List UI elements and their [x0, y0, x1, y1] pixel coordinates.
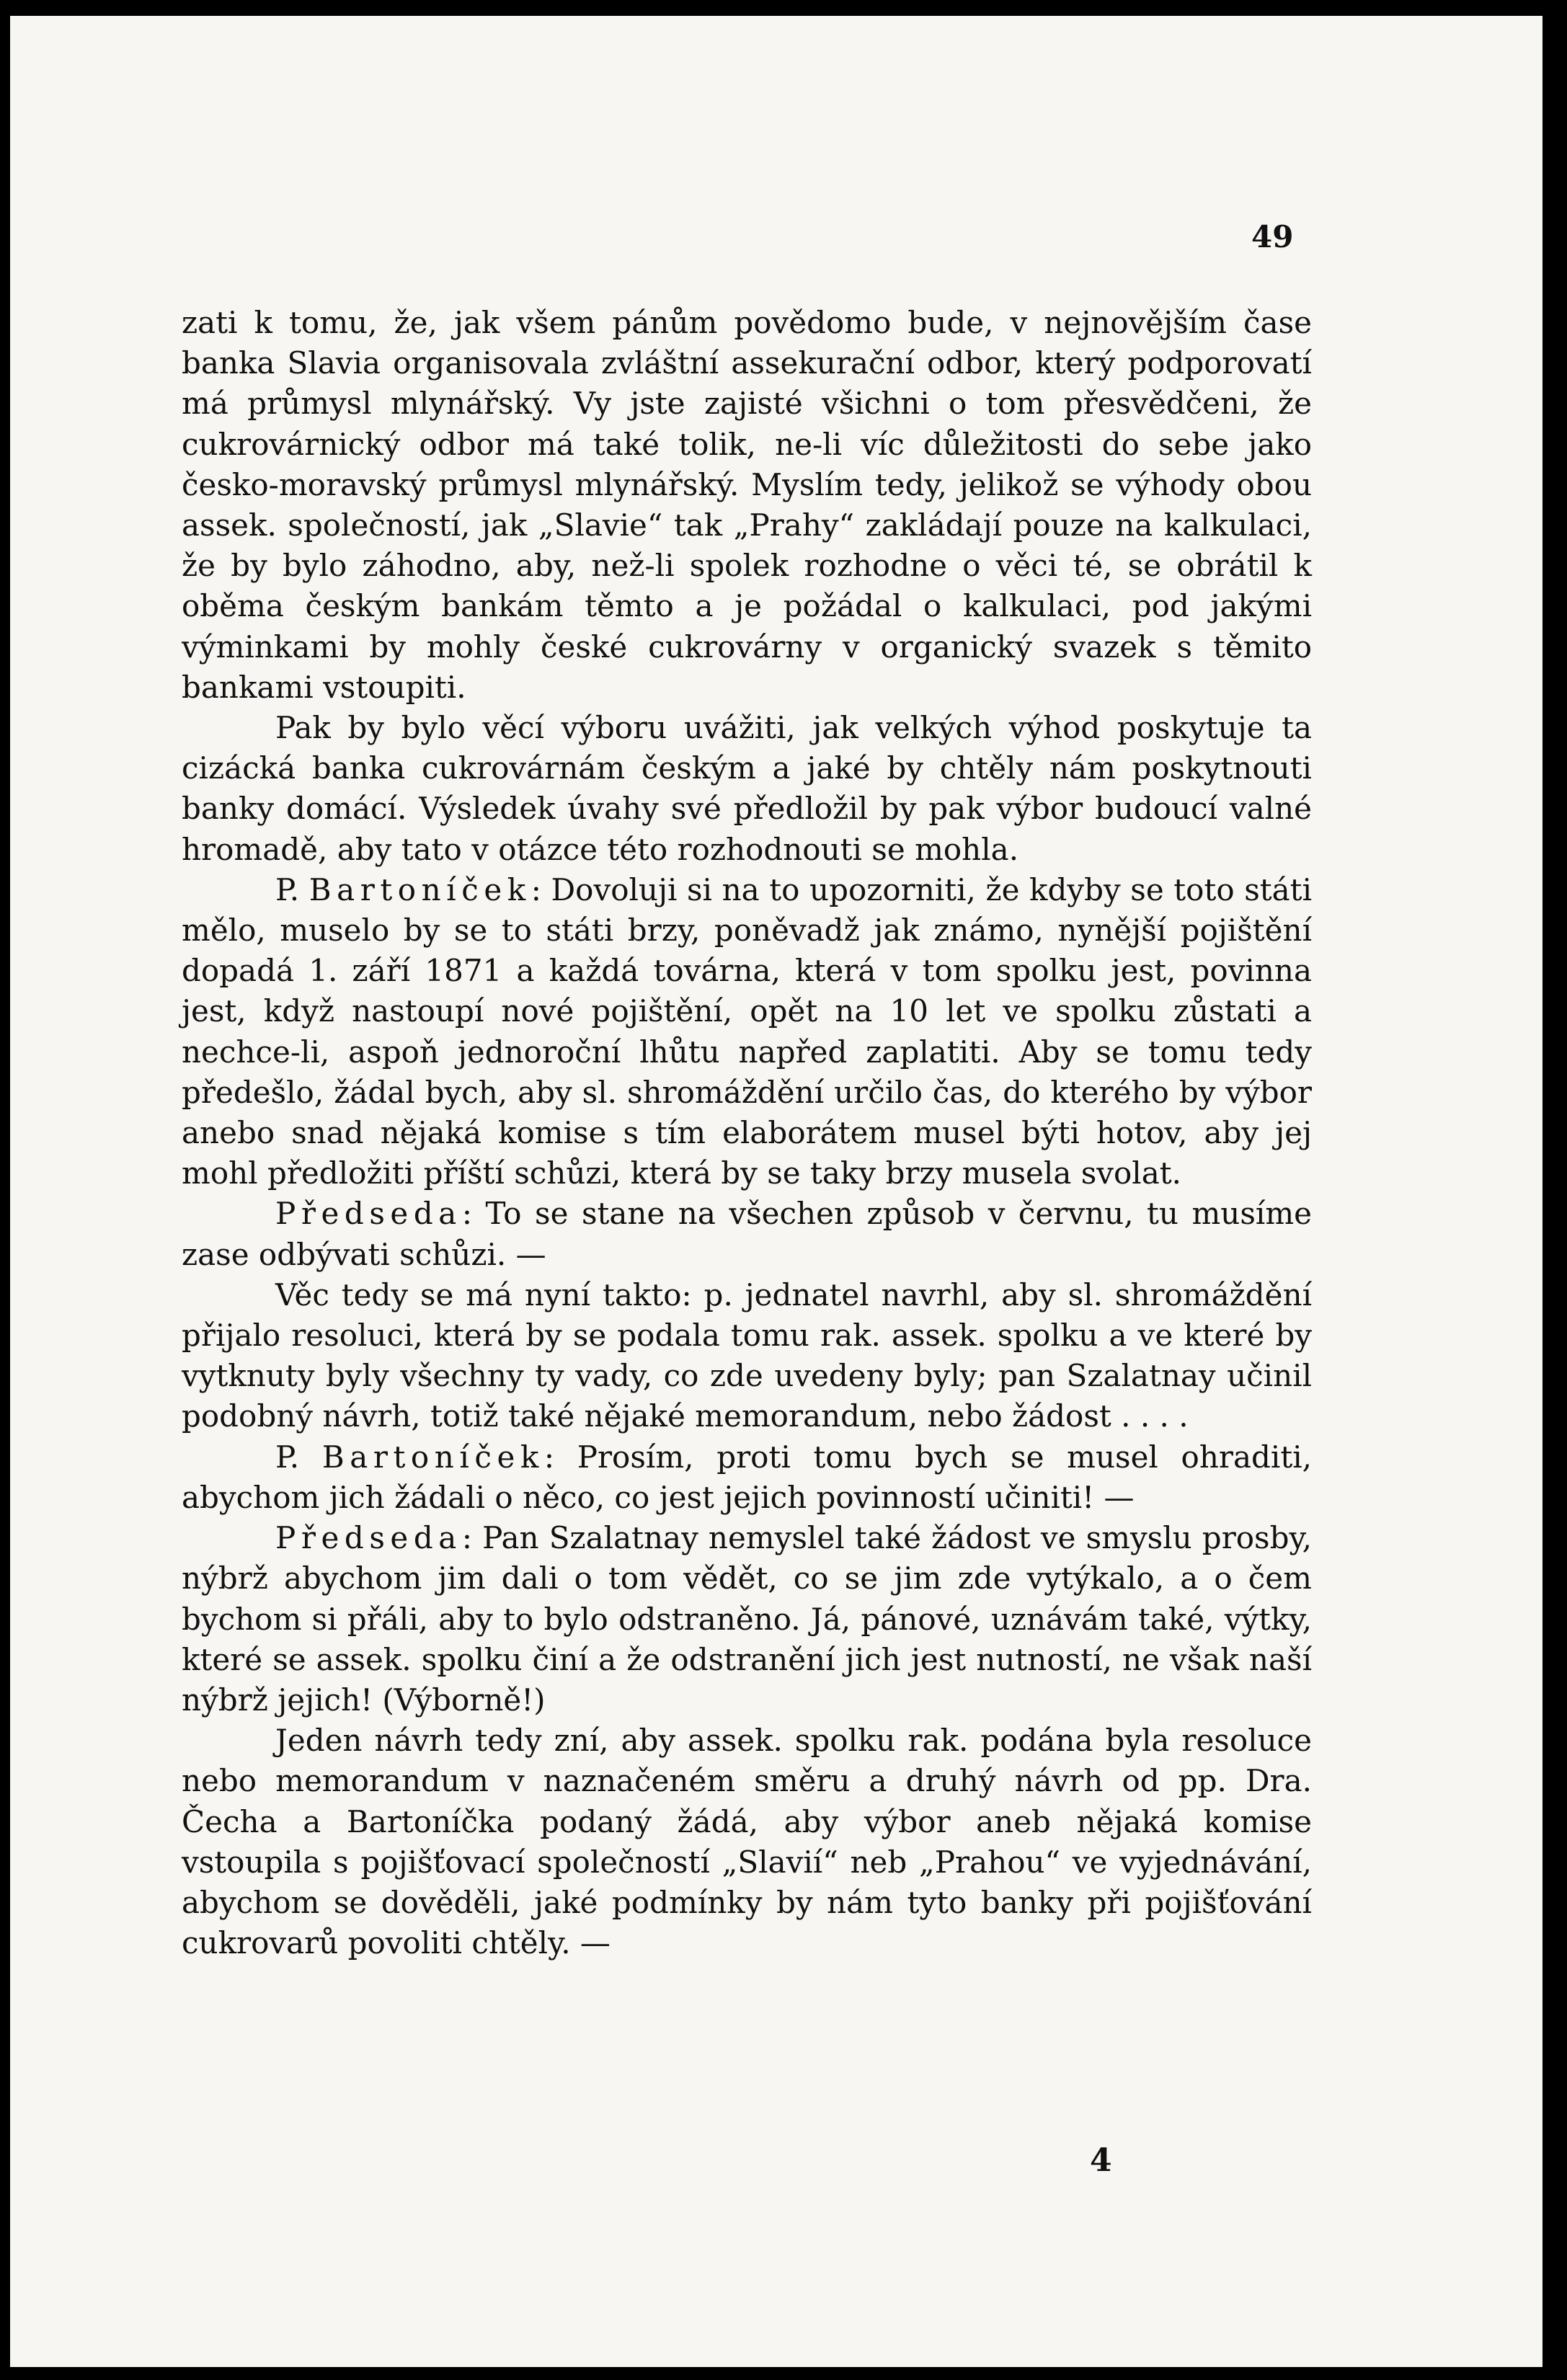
paragraph-5: Věc tedy se má nyní takto: p. jednatel navrhl, aby sl. shromáždění přijalo resoluci, která by se podala tomu rak. assek. spolku a ve které by vytknuty byly všechny ty vady, co zde uvedeny byly; pan Szalatnay učinil podobný návrh, totiž také nějaké memorandum, nebo žádost . . . . [182, 1276, 1312, 1434]
scan-edge [1542, 0, 1567, 2380]
speech-text: : Pan Szalatnay nemyslel také žádost ve smyslu prosby, nýbrž abychom jim dali o tom vědět, co se jim zde vytýkalo, a o čem bychom si přáli, aby to bylo odstraněno. Já, pánové, uznávám také, výtky, které se assek. spolku činí a že odstranění jich jest nutností, ne však naší nýbrž jejich! (Výborně!) [182, 1520, 1312, 1718]
speech-text: : Prosím, proti tomu bych se musel ohraditi, abychom jich žádali o něco, co jest jejich povinností učiniti! — [182, 1439, 1312, 1515]
speaker-name: Bartoníček [321, 1439, 544, 1475]
paragraph-6 [182, 1437, 1312, 1518]
paragraph-4 [182, 1194, 1312, 1274]
paragraph-8: Jeden návrh tedy zní, aby assek. spolku rak. podána byla resoluce nebo memorandum v naznačeném směru a druhý návrh od pp. Dra. Čecha a Bartoníčka podaný žádá, aby výbor aneb nějaká komise vstoupila s pojišťovací společností „Slavií“ neb „Prahou“ ve vyjednávání, abychom se dověděli, jaké podmínky by nám tyto banky při pojišťování cukrovarů povoliti chtěly. — [182, 1723, 1312, 1961]
speaker-name: Bartoníček [308, 871, 531, 907]
signature-mark: 4 [1090, 2142, 1112, 2179]
paragraph-3 [182, 870, 1312, 1194]
document-page [10, 16, 1544, 2367]
speech-text: : Dovoluji si na to upozorniti, že kdyby se toto státi mělo, muselo by se to státi brzy, poněvadž jak známo, nynější pojištění dopadá 1. září 1871 a každá továrna, která v tom spolku jest, povinna jest, když nastoupí nové pojištění, opět na 10 let ve spolku zůstati a nechce-li, aspoň jednoroční lhůtu napřed zaplatiti. Aby se tomu tedy předešlo, žádal bych, aby sl. shromáždění určilo čas, do kterého by výbor anebo snad nějaká komise s tím elaborátem musel býti hotov, aby jej mohl předložiti příští schůzi, která by se taky brzy musela svolat. [182, 871, 1312, 1191]
page-number: 49 [1251, 219, 1294, 254]
speaker-name: Předseda [275, 1520, 462, 1556]
paragraph-2: Pak by bylo věcí výboru uvážiti, jak velkých výhod poskytuje ta cizácká banka cukrovárnám českým a jaké by chtěly nám poskytnouti banky domácí. Výsledek úvahy své předložil by pak výbor budoucí valné hromadě, aby tato v otázce této rozhodnouti se mohla. [182, 710, 1312, 867]
speaker-prefix: P. [275, 871, 300, 907]
body-text [182, 303, 1312, 1963]
speaker-name: Předseda [275, 1196, 462, 1232]
speech-text: : To se stane na všechen způsob v červnu, tu musíme zase odbývati schůzi. — [182, 1196, 1312, 1272]
paragraph-1: zati k tomu, že, jak všem pánům povědomo bude, v nejnovějším čase banka Slavia organisovala zvláštní assekurační odbor, který podporovatí má průmysl mlynářský. Vy jste zajisté všichni o tom přesvědčeni, že cukrovárnický odbor má také tolik, ne-li víc důležitosti do sebe jako česko-moravský průmysl mlynářský. Myslím tedy, jelikož se výhody obou assek. společností, jak „Slavie“ tak „Prahy“ zakládají pouze na kalkulaci, že by bylo záhodno, aby, než-li spolek rozhodne o věci té, se obrátil k oběma českým bankám těmto a je požádal o kalkulaci, pod jakými výminkami by mohly české cukrovárny v organický svazek s těmito bankami vstoupiti. [182, 305, 1312, 705]
speaker-prefix: P. [275, 1439, 300, 1475]
paragraph-7 [182, 1518, 1312, 1720]
